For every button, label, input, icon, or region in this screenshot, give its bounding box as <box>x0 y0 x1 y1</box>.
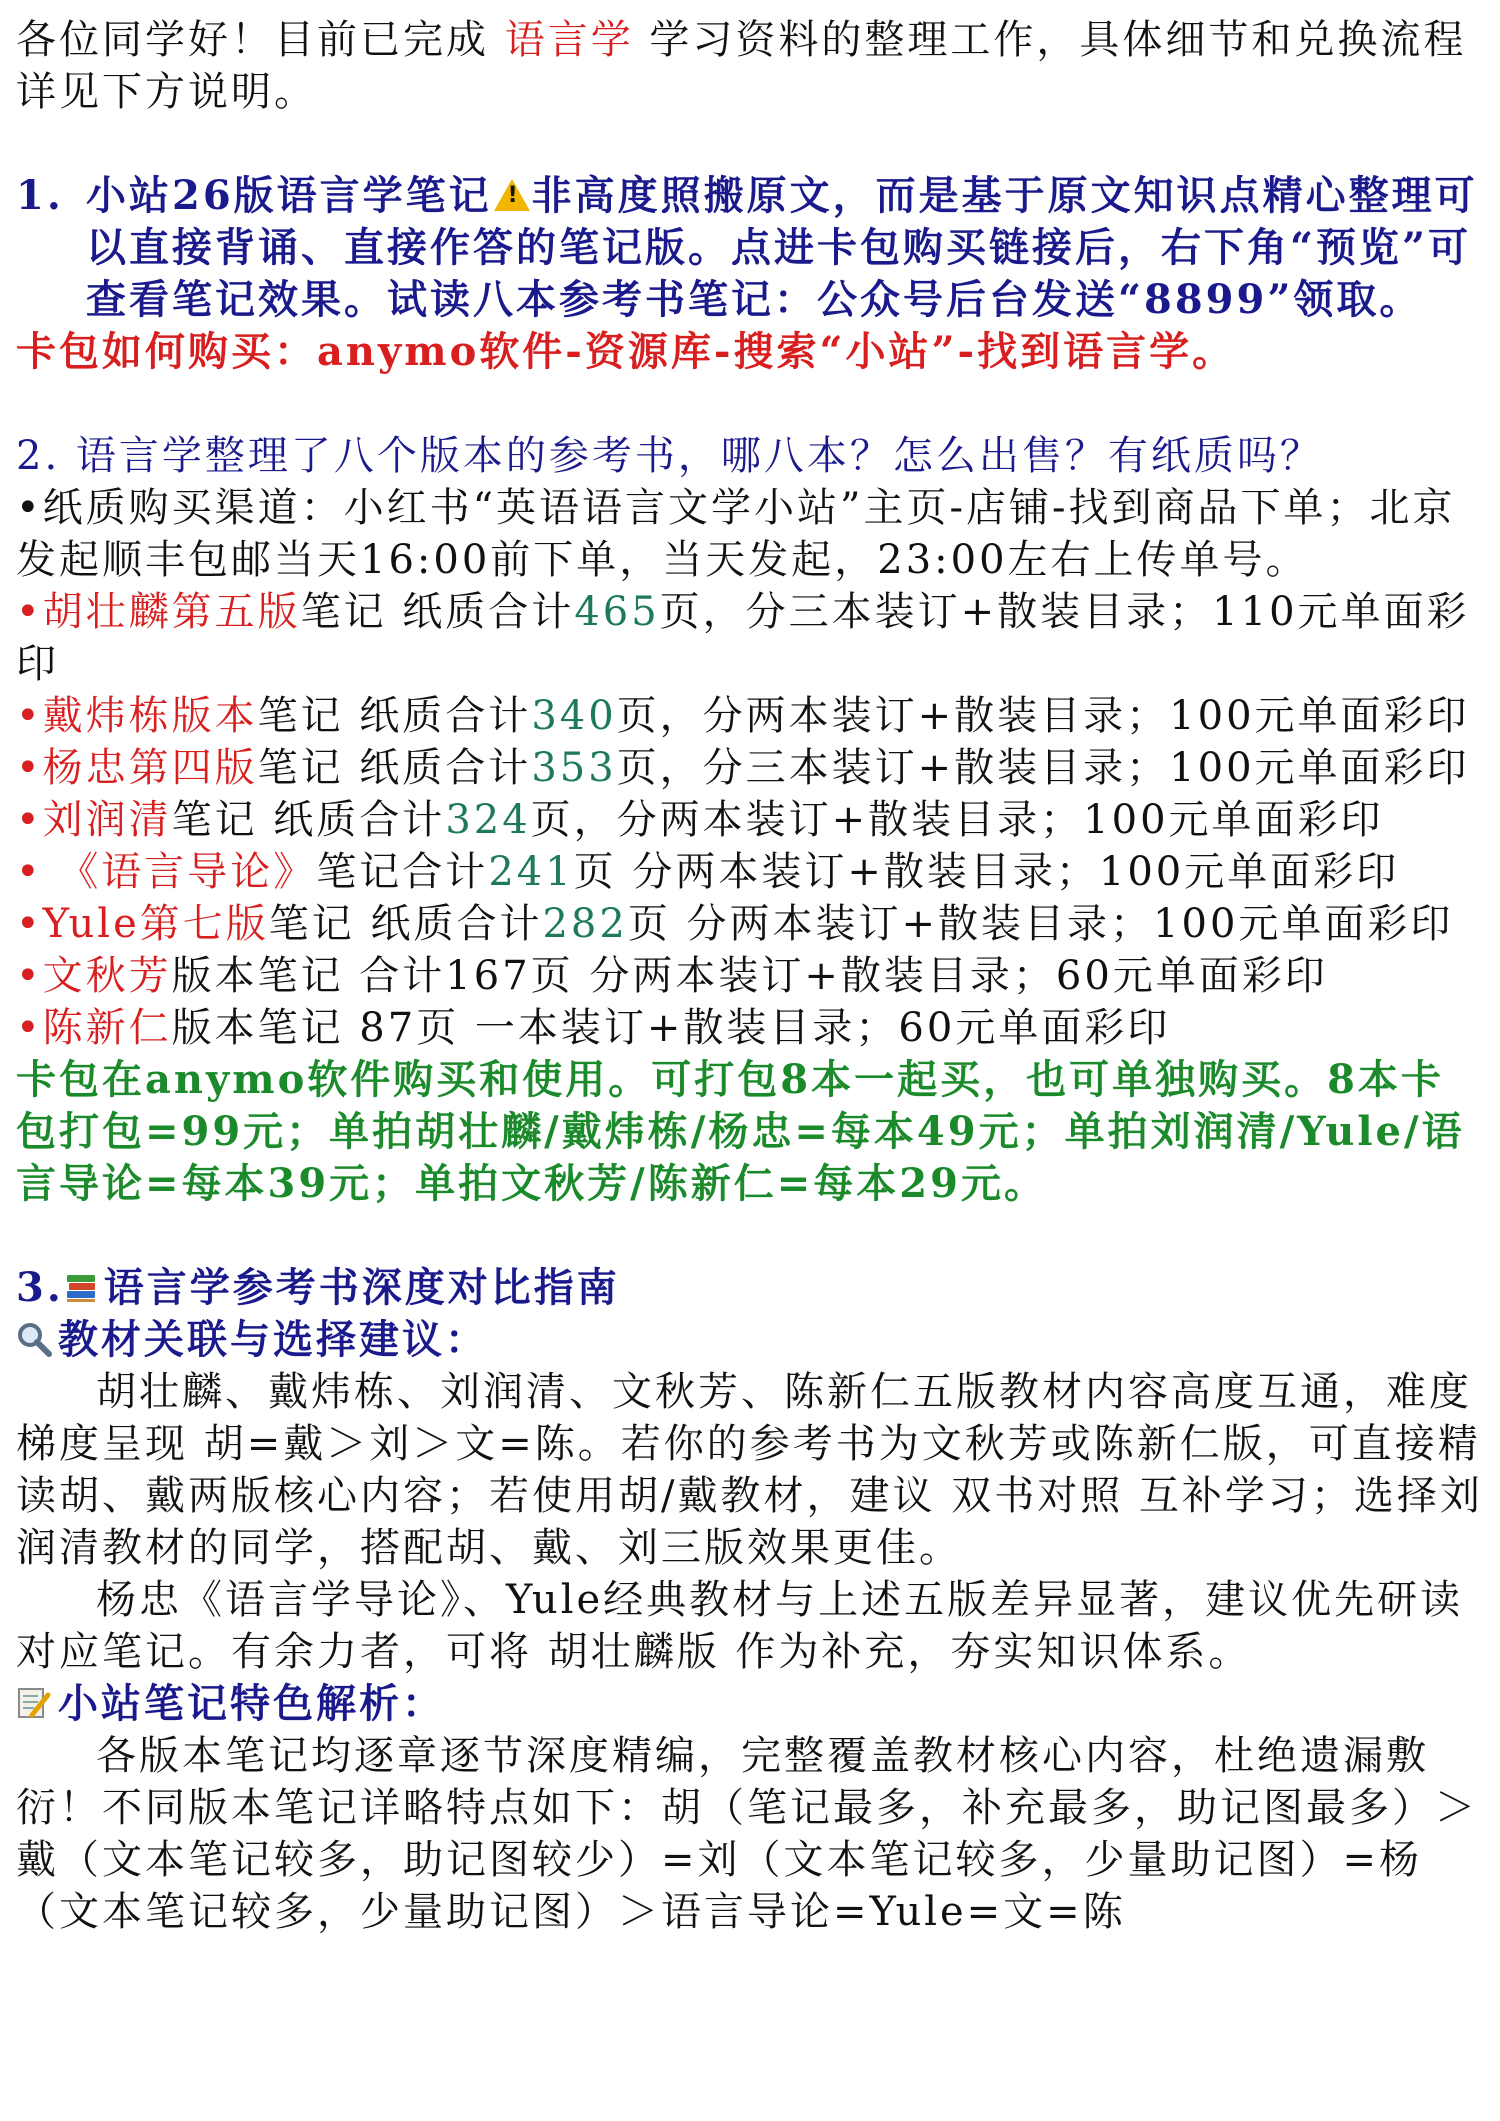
book-desc: 笔记 纸质合计 <box>171 797 446 843</box>
intro-highlight: 语言学 <box>504 17 634 63</box>
subheading-1 <box>16 1314 1484 1366</box>
book-desc-2: 页 分两本装订+散装目录；100元单面彩印 <box>627 901 1454 947</box>
book-desc: 笔记 纸质合计 <box>268 901 543 947</box>
subheading-2-text: 小站笔记特色解析： <box>58 1680 445 1727</box>
book-desc: 版本笔记 87页 一本装订+散装目录；60元单面彩印 <box>171 1005 1171 1051</box>
warning-icon <box>494 179 530 211</box>
book-desc: 笔记合计 <box>316 849 489 895</box>
magnifier-icon <box>16 1321 52 1357</box>
section-3-number: 3. <box>16 1264 64 1311</box>
book-name: Yule第七版 <box>42 901 269 947</box>
book-item <box>16 794 1484 846</box>
book-desc: 版本笔记 合计167页 分两本装订+散装目录；60元单面彩印 <box>171 953 1328 999</box>
book-name: 刘润清 <box>42 797 172 843</box>
books-icon <box>64 1271 98 1305</box>
section-1 <box>16 170 1484 326</box>
book-desc: 笔记 纸质合计 <box>257 693 532 739</box>
section-3-paragraph-1: 胡壮麟、戴炜栋、刘润清、文秋芳、陈新仁五版教材内容高度互通，难度梯度呈现 胡=戴＞刘＞文=陈。若你的参考书为文秋芳或陈新仁版，可直接精读胡、戴两版核心内容；若使用胡/戴教材，建议 双书对照 互补学习；选择刘润清教材的同学，搭配胡、戴、刘三版效果更佳。 <box>16 1369 1483 1571</box>
section-3-paragraph-3: 各版本笔记均逐章逐节深度精编，完整覆盖教材核心内容，杜绝遗漏敷衍！不同版本笔记详略特点如下：胡（笔记最多，补充最多，助记图最多）＞戴（文本笔记较多，助记图较少）=刘（文本笔记较多，少量助记图）=杨（文本笔记较多，少量助记图）＞语言导论=Yule=文=陈 <box>16 1733 1478 1935</box>
memo-icon <box>16 1685 52 1721</box>
book-name: 文秋芳 <box>42 953 172 999</box>
book-name: 戴炜栋版本 <box>42 693 258 739</box>
book-item <box>16 690 1484 742</box>
book-desc: 笔记 纸质合计 <box>257 745 532 791</box>
book-desc: 笔记 纸质合计 <box>300 589 575 635</box>
book-desc-2: 页，分两本装订+散装目录；100元单面彩印 <box>616 693 1470 739</box>
book-pages: 465 <box>574 589 660 635</box>
book-desc-2: 页，分三本装订+散装目录；110元单面彩印 <box>16 589 1470 687</box>
intro-text: 各位同学好！目前已完成 <box>16 17 505 63</box>
bullet: • <box>16 797 43 843</box>
book-name: 杨忠第四版 <box>42 745 258 791</box>
book-desc-2: 页 分两本装订+散装目录；100元单面彩印 <box>573 849 1400 895</box>
book-desc-2: 页，分三本装订+散装目录；100元单面彩印 <box>616 745 1470 791</box>
subheading-2 <box>16 1678 1484 1730</box>
section-1-title: 小站26版语言学笔记 <box>86 172 492 219</box>
subheading-1-text: 教材关联与选择建议： <box>58 1316 488 1363</box>
book-item <box>16 846 1484 898</box>
book-desc-2: 页，分两本装订+散装目录；100元单面彩印 <box>530 797 1384 843</box>
bullet: • <box>16 589 43 635</box>
intro-text-2: 学习资料的整理工作，具体细节和兑换流程详见下方说明。 <box>16 17 1467 115</box>
section-2-title: 2. 语言学整理了八个版本的参考书，哪八本？怎么出售？有纸质吗？ <box>16 433 1323 479</box>
book-name: 胡壮麟第五版 <box>42 589 301 635</box>
intro-paragraph <box>16 14 1484 118</box>
section-1-number: 1. <box>16 172 64 219</box>
pricing-note: 卡包在anymo软件购买和使用。可打包8本一起买，也可单独购买。8本卡包打包=99元；单拍胡壮麟/戴炜栋/杨忠=每本49元；单拍刘润清/Yule/语言导论=每本39元；单拍文秋芳/陈新仁=每本29元。 <box>16 1056 1465 1207</box>
paper-channel-text: •纸质购买渠道：小红书“英语语言文学小站”主页-店铺-找到商品下单；北京发起顺丰包邮当天16:00前下单，当天发起，23:00左右上传单号。 <box>16 485 1456 583</box>
book-pages: 241 <box>488 849 574 895</box>
section-3-paragraph-2: 杨忠《语言学导论》、Yule经典教材与上述五版差异显著，建议优先研读对应笔记。有余力者，可将 胡壮麟版 作为补充，夯实知识体系。 <box>16 1577 1464 1675</box>
section-1-body <box>86 170 1484 326</box>
book-list <box>16 586 1484 1054</box>
book-name: 《语言导论》 <box>58 849 317 895</box>
book-pages: 324 <box>445 797 531 843</box>
bullet: • <box>16 693 43 739</box>
bullet: • <box>16 901 43 947</box>
section-3-title: 语言学参考书深度对比指南 <box>103 1264 620 1311</box>
bullet: • <box>16 849 59 895</box>
how-to-buy-note: 卡包如何购买：anymo软件-资源库-搜索“小站”-找到语言学。 <box>16 328 1236 375</box>
bullet: • <box>16 1005 43 1051</box>
section-3-title-line <box>16 1262 1484 1314</box>
book-item <box>16 1002 1484 1054</box>
book-item <box>16 742 1484 794</box>
book-pages: 340 <box>531 693 617 739</box>
book-item <box>16 898 1484 950</box>
book-item <box>16 950 1484 1002</box>
book-pages: 282 <box>542 901 628 947</box>
bullet: • <box>16 953 43 999</box>
book-item <box>16 586 1484 690</box>
bullet: • <box>16 745 43 791</box>
book-name: 陈新仁 <box>42 1005 172 1051</box>
book-pages: 353 <box>531 745 617 791</box>
section-1-text: 非高度照搬原文，而是基于原文知识点精心整理可以直接背诵、直接作答的笔记版。点进卡包购买链接后，右下角“预览”可查看笔记效果。试读八本参考书笔记：公众号后台发送“8899”领取。 <box>86 172 1478 323</box>
